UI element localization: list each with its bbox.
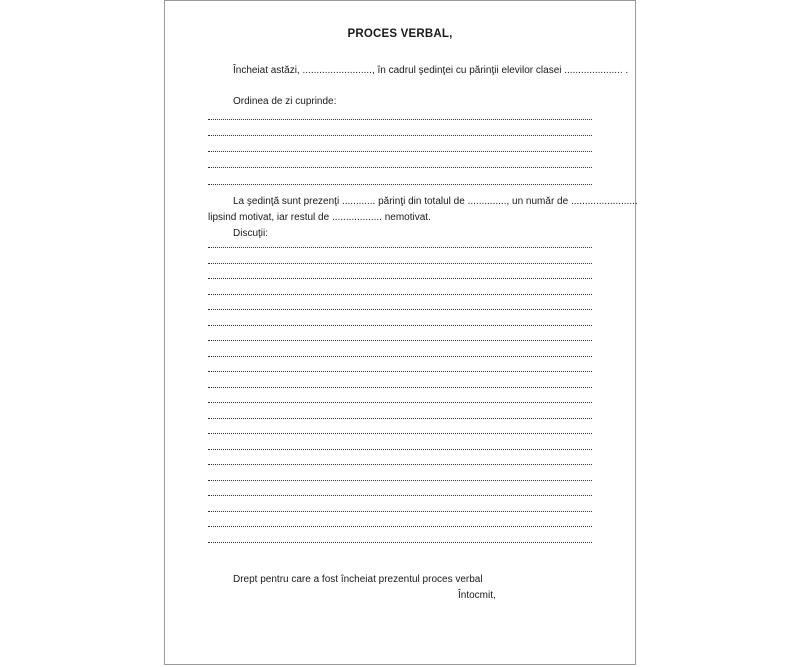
discussion-line: [208, 340, 592, 341]
agenda-line: [208, 135, 592, 136]
discussion-line: [208, 464, 592, 465]
agenda-line: [208, 151, 592, 152]
attendance-line-continued: lipsind motivat, iar restul de .................. nemotivat.: [208, 212, 431, 223]
discussion-line: [208, 511, 592, 512]
discussion-line: [208, 480, 592, 481]
discussion-line: [208, 402, 592, 403]
discussion-line: [208, 263, 592, 264]
discussion-line: [208, 247, 592, 248]
agenda-line: [208, 119, 592, 120]
discussion-line: [208, 449, 592, 450]
agenda-line: [208, 167, 592, 168]
discussions-label: Discuţii:: [233, 228, 269, 239]
discussion-line: [208, 495, 592, 496]
closing-text: Drept pentru care a fost încheiat prezentul proces verbal: [233, 574, 483, 585]
agenda-line: [208, 184, 592, 185]
agenda-label: Ordinea de zi cuprinde:: [233, 96, 337, 107]
signature-label: Întocmit,: [458, 590, 496, 601]
discussion-line: [208, 356, 592, 357]
discussion-line: [208, 325, 592, 326]
attendance-line: La şedinţă sunt prezenţi ............ părinţi din totalul de .............., un număr de ........................: [233, 196, 638, 207]
document-page: [164, 0, 636, 665]
discussion-line: [208, 294, 592, 295]
discussion-line: [208, 542, 592, 543]
discussion-line: [208, 433, 592, 434]
discussion-line: [208, 418, 592, 419]
discussion-line: [208, 371, 592, 372]
intro-line: Încheiat astăzi, ........................., în cadrul şedinţei cu părinţii elevilor clasei ..................... .: [233, 65, 629, 76]
discussion-line: [208, 526, 592, 527]
discussion-line: [208, 309, 592, 310]
discussion-line: [208, 387, 592, 388]
document-title: PROCES VERBAL,: [347, 28, 453, 40]
discussion-line: [208, 278, 592, 279]
